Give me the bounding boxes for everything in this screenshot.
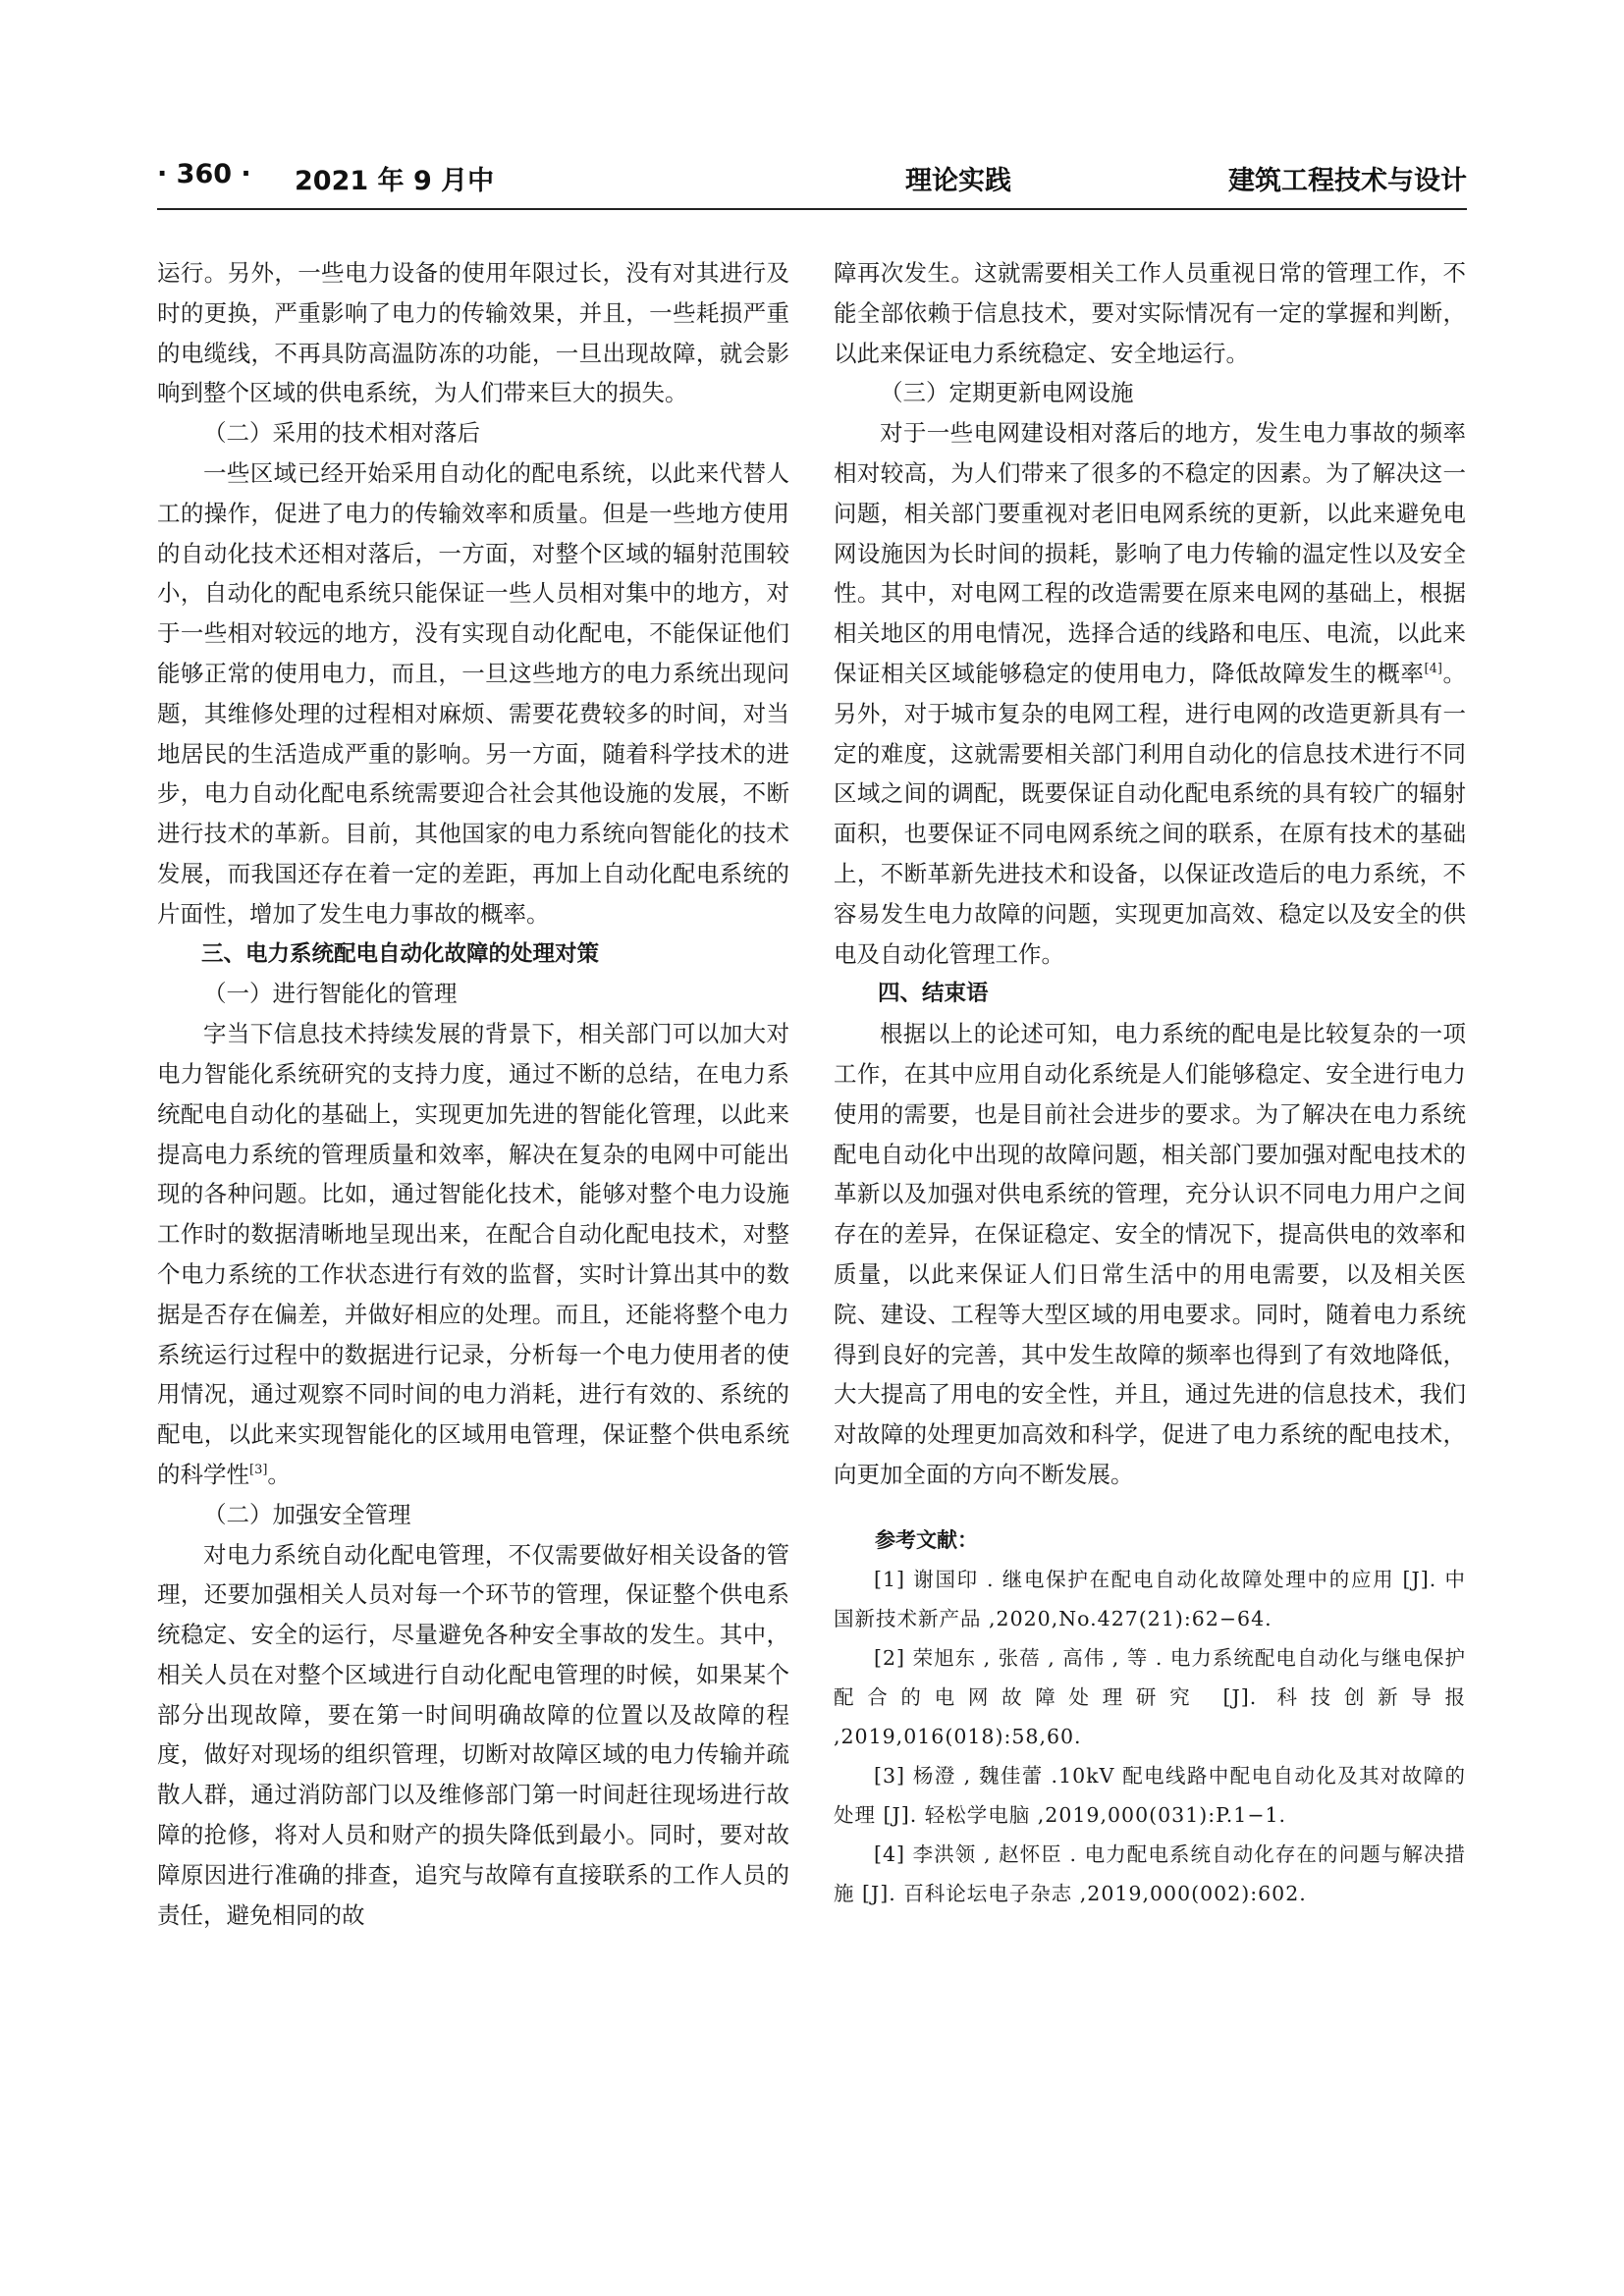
- page-header: [157, 155, 1467, 200]
- reference-list: [834, 1560, 1466, 1913]
- subsection-heading: （三）定期更新电网设施: [880, 379, 1134, 407]
- paragraph: 障再次发生。这就需要相关工作人员重视日常的管理工作，不能全部依赖于信息技术，要对实际情况有一定的掌握和判断，以此来保证电力系统稳定、安全地运行。: [834, 259, 1466, 367]
- reference-item: [2] 荣旭东 , 张蓓 , 高伟 , 等 . 电力系统配电自动化与继电保护配合的电网故障处理研究 [J]. 科技创新导报 ,2019,016(018):58,60.: [834, 1645, 1466, 1748]
- left-column: [157, 253, 789, 1935]
- paragraph: [834, 413, 1466, 974]
- paragraph: [157, 1014, 789, 1495]
- reference-item: [4] 李洪领 , 赵怀臣 . 电力配电系统自动化存在的问题与解决措施 [J]. 百科论坛电子杂志 ,2019,000(002):602.: [834, 1842, 1466, 1905]
- paragraph: 一些区域已经开始采用自动化的配电系统，以此来代替人工的操作，促进了电力的传输效率和质量。但是一些地方使用的自动化技术还相对落后，一方面，对整个区域的辐射范围较小，自动化的配电系统只能保证一些人员相对集中的地方，对于一些相对较远的地方，没有实现自动化配电，不能保证他们能够正常的使用电力，而且，一旦这些地方的电力系统出现问题，其维修处理的过程相对麻烦、需要花费较多的时间，对当地居民的生活造成严重的影响。另一方面，随着科学技术的进步，电力自动化配电系统需要迎合社会其他设施的发展，不断进行技术的革新。目前，其他国家的电力系统向智能化的技术发展，而我国还存在着一定的差距，再加上自动化配电系统的片面性，增加了发生电力事故的概率。: [157, 458, 789, 928]
- references-heading: 参考文献：: [875, 1527, 978, 1552]
- citation: [4]: [1424, 662, 1442, 677]
- subsection-heading: （二）采用的技术相对落后: [203, 419, 480, 448]
- paragraph-text: 字当下信息技术持续发展的背景下，相关部门可以加大对电力智能化系统研究的支持力度，通过不断的总结，在电力系统配电自动化的基础上，实现更加先进的智能化管理，以此来提高电力系统的管理质量和效率，解决在复杂的电网中可能出现的各种问题。比如，通过智能化技术，能够对整个电力设施工作时的数据清晰地呈现出来，在配合自动化配电技术，对整个电力系统的工作状态进行有效的监督，实时计算出其中的数据是否存在偏差，并做好相应的处理。而且，还能将整个电力系统运行过程中的数据进行记录，分析每一个电力使用者的使用情况，通过观察不同时间的电力消耗，进行有效的、系统的配电，以此来实现智能化的区域用电管理，保证整个供电系统的科学性: [157, 1020, 789, 1488]
- subsection-heading: （一）进行智能化的管理: [203, 980, 458, 1008]
- journal-title: 建筑工程技术与设计: [1228, 166, 1467, 196]
- subsection-heading: （二）加强安全管理: [203, 1500, 411, 1528]
- page-number: · 360 ·: [157, 159, 251, 189]
- reference-item: [1] 谢国印 . 继电保护在配电自动化故障处理中的应用 [J]. 中国新技术新产品 ,2020,No.427(21):62−64.: [834, 1567, 1466, 1630]
- issue-date: 2021 年 9 月中: [295, 166, 495, 196]
- header-rule: [157, 208, 1467, 210]
- citation: [3]: [249, 1463, 268, 1478]
- paragraph-text-cont: 。另外，对于城市复杂的电网工程，进行电网的改造更新具有一定的难度，这就需要相关部门利用自动化的信息技术进行不同区域之间的调配，既要保证自动化配电系统的具有较广的辐射面积，也要保证不同电网系统之间的联系，在原有技术的基础上，不断革新先进技术和设备，以保证改造后的电力系统，不容易发生电力故障的问题，实现更加高效、稳定以及安全的供电及自动化管理工作。: [834, 659, 1467, 968]
- section-heading: 三、电力系统配电自动化故障的处理对策: [201, 940, 600, 967]
- section-name: 理论实践: [905, 166, 1011, 196]
- section-heading: 四、结束语: [878, 981, 989, 1007]
- paragraph: 根据以上的论述可知，电力系统的配电是比较复杂的一项工作，在其中应用自动化系统是人们能够稳定、安全进行电力使用的需要，也是目前社会进步的要求。为了解决在电力系统配电自动化中出现的故障问题，相关部门要加强对配电技术的革新以及加强对供电系统的管理，充分认识不同电力用户之间存在的差异，在保证稳定、安全的情况下，提高供电的效率和质量，以此来保证人们日常生活中的用电需要，以及相关医院、建设、工程等大型区域的用电要求。同时，随着电力系统得到良好的完善，其中发生故障的频率也得到了有效地降低，大大提高了用电的安全性，并且，通过先进的信息技术，我们对故障的处理更加高效和科学，促进了电力系统的配电技术，向更加全面的方向不断发展。: [834, 1020, 1466, 1488]
- paragraph: 运行。另外，一些电力设备的使用年限过长，没有对其进行及时的更换，严重影响了电力的传输效果，并且，一些耗损严重的电缆线，不再具防高温防冻的功能，一旦出现故障，就会影响到整个区域的供电系统，为人们带来巨大的损失。: [157, 259, 789, 407]
- paragraph: 对电力系统自动化配电管理，不仅需要做好相关设备的管理，还要加强相关人员对每一个环节的管理，保证整个供电系统稳定、安全的运行，尽量避免各种安全事故的发生。其中，相关人员在对整个区域进行自动化配电管理的时候，如果某个部分出现故障，要在第一时间明确故障的位置以及故障的程度，做好对现场的组织管理，切断对故障区域的电力传输并疏散人群，通过消防部门以及维修部门第一时间赶往现场进行故障的抢修，将对人员和财产的损失降低到最小。同时，要对故障原因进行准确的排查，追究与故障有直接联系的工作人员的责任，避免相同的故: [157, 1540, 789, 1929]
- paragraph-text: 对于一些电网建设相对落后的地方，发生电力事故的频率相对较高，为人们带来了很多的不稳定的因素。为了解决这一问题，相关部门要重视对老旧电网系统的更新，以此来避免电网设施因为长时间的损耗，影响了电力传输的温定性以及安全性。其中，对电网工程的改造需要在原来电网的基础上，根据相关地区的用电情况，选择合适的线路和电压、电流，以此来保证相关区域能够稳定的使用电力，降低故障发生的概率: [834, 419, 1466, 687]
- right-column: [834, 253, 1466, 1913]
- reference-item: [3] 杨澄 , 魏佳蕾 .10kV 配电线路中配电自动化及其对故障的处理 [J]. 轻松学电脑 ,2019,000(031):P.1−1.: [834, 1763, 1466, 1827]
- paragraph-end: 。: [267, 1460, 291, 1488]
